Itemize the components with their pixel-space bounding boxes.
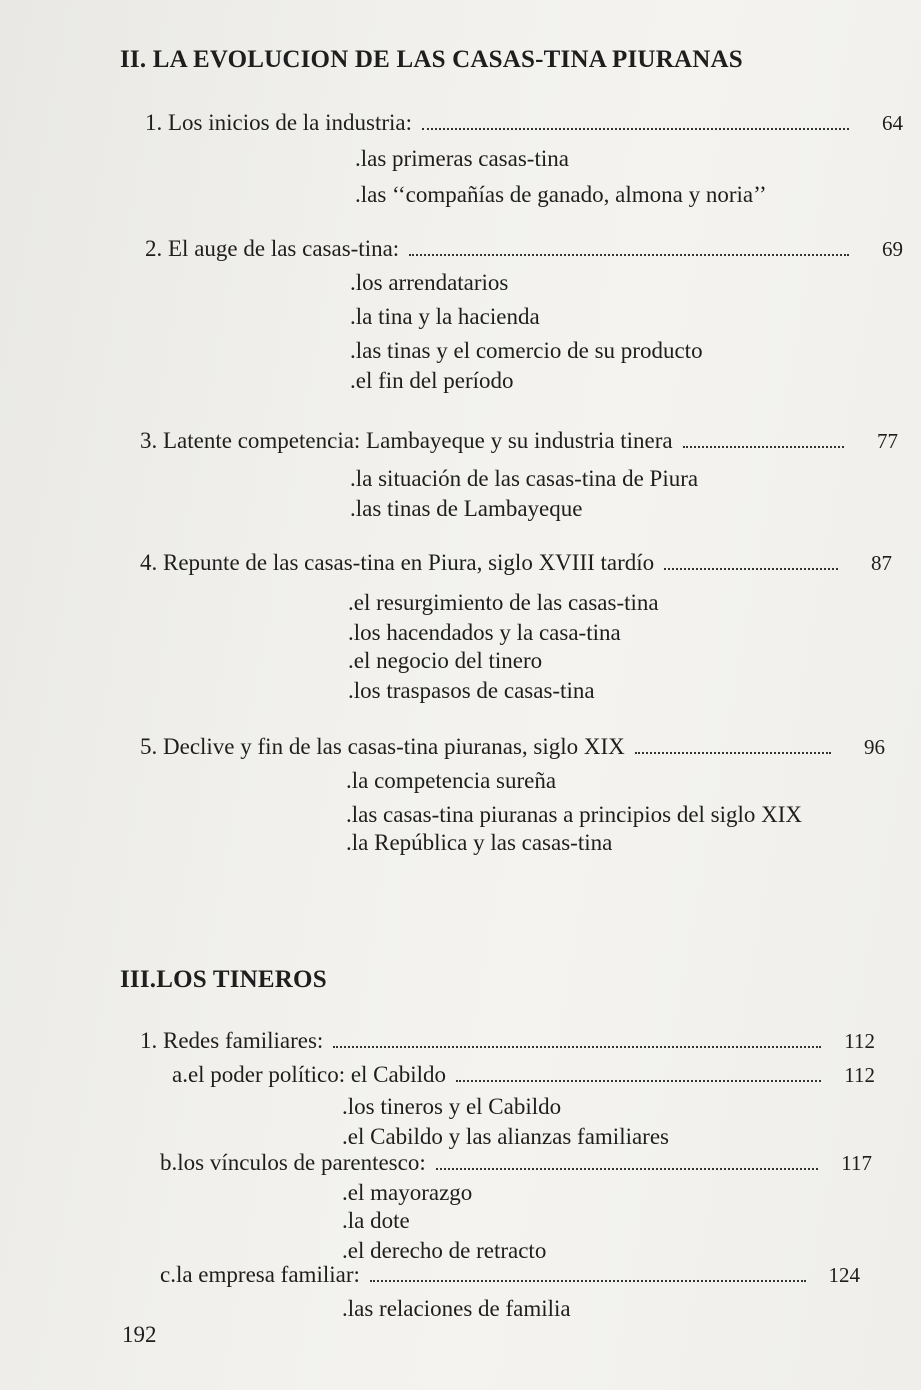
toc-page-number: 124 [828,1263,860,1287]
toc-entry-c [160,1262,860,1288]
toc-subentry: .las casas-tina piuranas a principios del siglo XIX [346,802,803,827]
dot-leader [635,751,831,754]
dot-leader [333,1045,821,1048]
toc-entry-redes [140,1028,875,1054]
toc-entry-3 [140,428,898,454]
toc-subentry: .las primeras casas-tina [355,146,569,171]
toc-page-number: 112 [844,1063,875,1087]
toc-page-number: 117 [841,1151,872,1175]
toc-page-number: 87 [871,551,892,575]
dot-leader [422,127,849,130]
dot-leader [409,253,849,256]
dot-leader [436,1167,818,1170]
toc-entry-label: a.el poder político: el Cabildo [172,1062,447,1087]
dot-leader [683,445,844,448]
toc-entry-label: 5. Declive y fin de las casas-tina piuranas, siglo XIX [140,734,625,759]
dot-leader [664,567,838,570]
toc-subentry: .el fin del período [350,368,514,393]
toc-page-number: 69 [882,237,903,261]
toc-subentry: .la situación de las casas-tina de Piura [350,466,699,491]
toc-subentry: .la competencia sureña [346,768,557,793]
toc-entry-label: 3. Latente competencia: Lambayeque y su industria tinera [140,428,673,453]
toc-entry-label: b.los vínculos de parentesco: [160,1150,426,1175]
toc-entry-2 [145,236,903,262]
toc-subentry: .las relaciones de familia [342,1296,571,1321]
toc-entry-4 [140,550,892,576]
toc-subentry: .el negocio del tinero [348,648,543,673]
toc-page-number: 112 [844,1029,875,1053]
section-heading-ii: II. LA EVOLUCION DE LAS CASAS-TINA PIURANAS [120,46,743,73]
toc-subentry: .la tina y la hacienda [350,304,540,329]
toc-subentry: .el resurgimiento de las casas-tina [348,590,659,615]
dot-leader [370,1279,806,1282]
toc-entry-label: 2. El auge de las casas-tina: [145,236,400,261]
toc-entry-5 [140,734,885,760]
toc-subentry: .el mayorazgo [342,1180,473,1205]
toc-entry-1 [145,110,903,136]
toc-subentry: .la República y las casas-tina [346,830,613,855]
toc-subentry: .las tinas y el comercio de su producto [350,338,703,363]
toc-page-number: 96 [864,735,885,759]
dot-leader [456,1079,821,1082]
toc-subentry: .el Cabildo y las alianzas familiares [342,1124,669,1149]
toc-subentry: .las ‘‘compañías de ganado, almona y noria’’ [355,182,767,207]
toc-subentry: .los arrendatarios [350,270,509,295]
toc-entry-label: 1. Los inicios de la industria: [145,110,413,135]
toc-subentry: .los traspasos de casas-tina [348,678,595,703]
toc-subentry: .las tinas de Lambayeque [350,496,583,521]
toc-entry-label: 4. Repunte de las casas-tina en Piura, siglo XVIII tardío [140,550,655,575]
toc-page-number: 77 [877,429,898,453]
page-number-folio: 192 [122,1322,157,1347]
toc-subentry: .los tineros y el Cabildo [342,1094,562,1119]
toc-subentry: .el derecho de retracto [342,1238,547,1263]
toc-entry-label: c.la empresa familiar: [160,1262,360,1287]
toc-page-number: 64 [882,111,903,135]
toc-subentry: .los hacendados y la casa-tina [348,620,621,645]
section-heading-iii: III.LOS TINEROS [120,966,327,993]
toc-entry-b [160,1150,872,1176]
toc-entry-a [172,1062,875,1088]
toc-entry-label: 1. Redes familiares: [140,1028,324,1053]
toc-subentry: .la dote [342,1208,410,1233]
